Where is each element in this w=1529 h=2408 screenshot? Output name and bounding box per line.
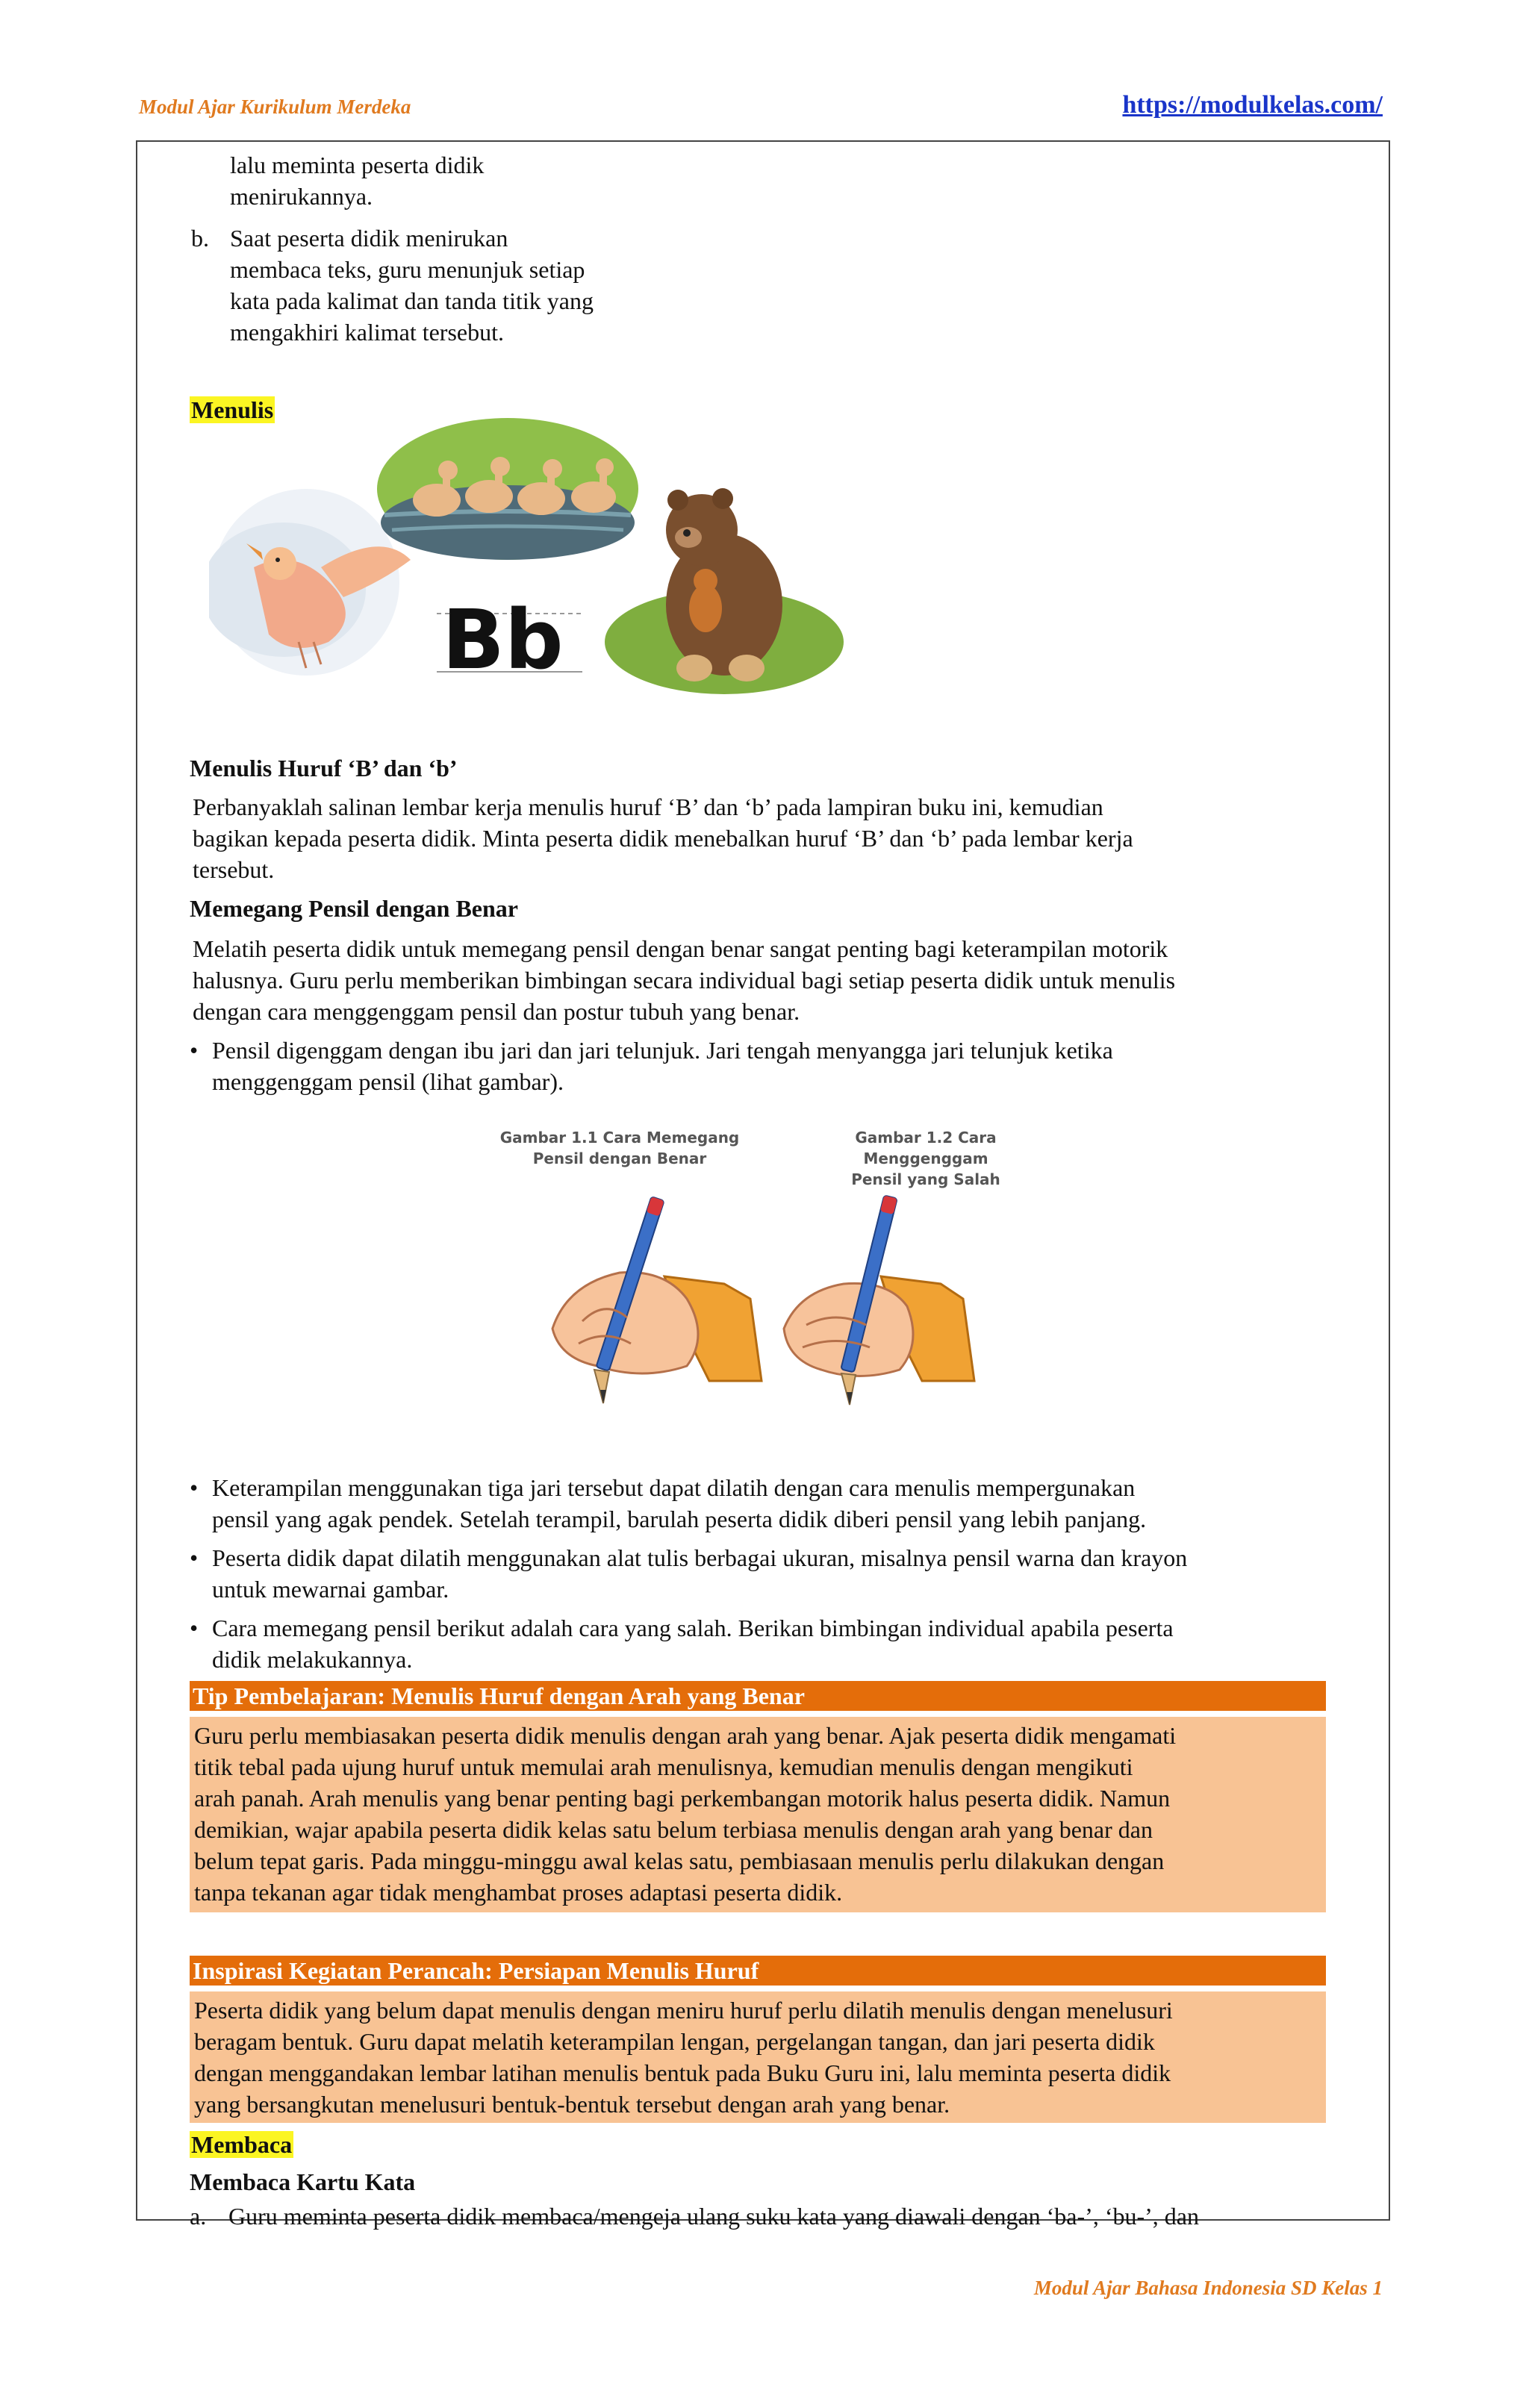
paragraph-line: tersebut. <box>193 856 275 883</box>
paragraph-line: Perbanyaklah salinan lembar kerja menulis huruf ‘B’ dan ‘b’ pada lampiran buku ini, kemudian <box>193 793 1103 820</box>
membaca-heading-text: Membaca <box>191 2131 293 2158</box>
inspirasi-line: yang bersangkutan menelusuri bentuk-bentuk tersebut dengan arah yang benar. <box>194 2091 950 2118</box>
menulis-heading-text: Menulis <box>191 396 274 423</box>
bullet-glyph: • <box>190 1615 199 1641</box>
wrong-grip-hand <box>784 1195 974 1405</box>
tip-line: titik tebal pada ujung huruf untuk memulai arah menulisnya, kemudian menulis dengan mengikuti <box>194 1753 1133 1780</box>
bullet-glyph: • <box>190 1474 199 1501</box>
tip-line: arah panah. Arah menulis yang benar penting bagi perkembangan motorik halus peserta didik. Namun <box>194 1785 1171 1812</box>
bullet-line: didik melakukannya. <box>212 1646 413 1673</box>
memegang-pensil-paragraph <box>193 933 1327 1027</box>
bullet-line: menggenggam pensil (lihat gambar). <box>212 1068 564 1095</box>
item-b-line-1: Saat peserta didik menirukan <box>230 225 508 252</box>
tip-line: Guru perlu membiasakan peserta didik menulis dengan arah yang benar. Ajak peserta didik mengamati <box>194 1722 1177 1749</box>
figure-2-caption: Gambar 1.2 Cara Menggenggam Pensil yang Salah <box>851 1129 1000 1188</box>
membaca-kartu-title: Membaca Kartu Kata <box>190 2168 416 2195</box>
list-marker-b: b. <box>191 225 209 252</box>
item-b-line-2: membaca teks, guru menunjuk setiap <box>230 256 585 283</box>
tip-line: demikian, wajar apabila peserta didik kelas satu belum terbiasa menulis dengan arah yang benar dan <box>194 1816 1153 1843</box>
menulis-huruf-title: Menulis Huruf ‘B’ dan ‘b’ <box>190 755 458 782</box>
bear-illustration <box>605 488 844 694</box>
inspirasi-title-bar: Inspirasi Kegiatan Perancah: Persiapan Menulis Huruf <box>190 1956 1326 1986</box>
paragraph-line: dengan cara menggenggam pensil dan postur tubuh yang benar. <box>193 998 800 1025</box>
tip-title-bar: Tip Pembelajaran: Menulis Huruf dengan Arah yang Benar <box>190 1681 1326 1711</box>
bb-letters <box>437 592 582 687</box>
bullet-line: Cara memegang pensil berikut adalah cara yang salah. Berikan bimbingan individual apabila peserta <box>212 1615 1174 1641</box>
bullet-item-alat-tulis <box>190 1542 1339 1605</box>
item-b-line-4: mengakhiri kalimat tersebut. <box>230 319 504 346</box>
bird-illustration <box>209 489 411 676</box>
list-marker-a: a. <box>190 2203 207 2230</box>
correct-grip-hand <box>552 1197 762 1403</box>
membaca-heading <box>190 2129 293 2160</box>
paragraph-line: halusnya. Guru perlu memberikan bimbingan secara individual bagi setiap peserta didik untuk menulis <box>193 967 1176 994</box>
menulis-huruf-paragraph <box>193 791 1327 885</box>
inspirasi-line: beragam bentuk. Guru dapat melatih keterampilan lengan, pergelangan tangan, dan jari peserta didik <box>194 2028 1155 2055</box>
paragraph-line: bagikan kepada peserta didik. Minta peserta didik menebalkan huruf ‘B’ dan ‘b’ pada lembar kerja <box>193 825 1133 852</box>
header-website-link[interactable]: https://modulkelas.com/ <box>1122 91 1383 119</box>
tip-line: tanpa tekanan agar tidak menghambat proses adaptasi peserta didik. <box>194 1879 843 1906</box>
bullet-glyph: • <box>190 1037 199 1064</box>
item-b-line-3: kata pada kalimat dan tanda titik yang <box>230 287 594 314</box>
continuation-line-2: menirukannya. <box>230 183 373 210</box>
bullet-item-keterampilan <box>190 1472 1339 1535</box>
tip-content-box <box>190 1717 1326 1912</box>
bullet-item-pensil <box>190 1035 1339 1097</box>
bullet-line: untuk mewarnai gambar. <box>212 1576 449 1603</box>
bullet-line: Keterampilan menggunakan tiga jari tersebut dapat dilatih dengan cara menulis mempergunakan <box>212 1474 1136 1501</box>
header-module-title: Modul Ajar Kurikulum Merdeka <box>139 96 411 118</box>
menulis-illustration <box>209 418 851 709</box>
memegang-pensil-title: Memegang Pensil dengan Benar <box>190 895 518 922</box>
figure-1-caption: Gambar 1.1 Cara Memegang Pensil dengan Benar <box>499 1129 740 1167</box>
inspirasi-content-box <box>190 1991 1326 2123</box>
bullet-line: pensil yang agak pendek. Setelah terampil, barulah peserta didik diberi pensil yang lebih panjang. <box>212 1506 1147 1532</box>
tip-line: belum tepat garis. Pada minggu-minggu awal kelas satu, pembiasaan menulis perlu dilakukan dengan <box>194 1847 1165 1874</box>
continuation-line-1: lalu meminta peserta didik <box>230 152 485 178</box>
footer-text: Modul Ajar Bahasa Indonesia SD Kelas 1 <box>1033 2277 1383 2299</box>
bullet-glyph: • <box>190 1544 199 1571</box>
pencil-grip-illustration <box>538 1187 1015 1426</box>
bullet-line: Peserta didik dapat dilatih menggunakan alat tulis berbagai ukuran, misalnya pensil warna dan krayon <box>212 1544 1188 1571</box>
inspirasi-line: Peserta didik yang belum dapat menulis dengan meniru huruf perlu dilatih menulis dengan menelusuri <box>194 1997 1173 2024</box>
bullet-line: Pensil digenggam dengan ibu jari dan jari telunjuk. Jari tengah menyangga jari telunjuk ketika <box>212 1037 1113 1064</box>
item-a-line: Guru meminta peserta didik membaca/mengeja ulang suku kata yang diawali dengan ‘ba-’, ‘bu-’, dan <box>228 2203 1199 2230</box>
paragraph-line: Melatih peserta didik untuk memegang pensil dengan benar sangat penting bagi keterampilan motorik <box>193 935 1168 962</box>
bb-letters-text: Bb <box>442 592 564 687</box>
bullet-item-cara-salah <box>190 1612 1339 1675</box>
ducks-illustration <box>377 418 638 560</box>
inspirasi-line: dengan menggandakan lembar latihan menulis bentuk pada Buku Guru ini, lalu meminta peserta didik <box>194 2059 1171 2086</box>
